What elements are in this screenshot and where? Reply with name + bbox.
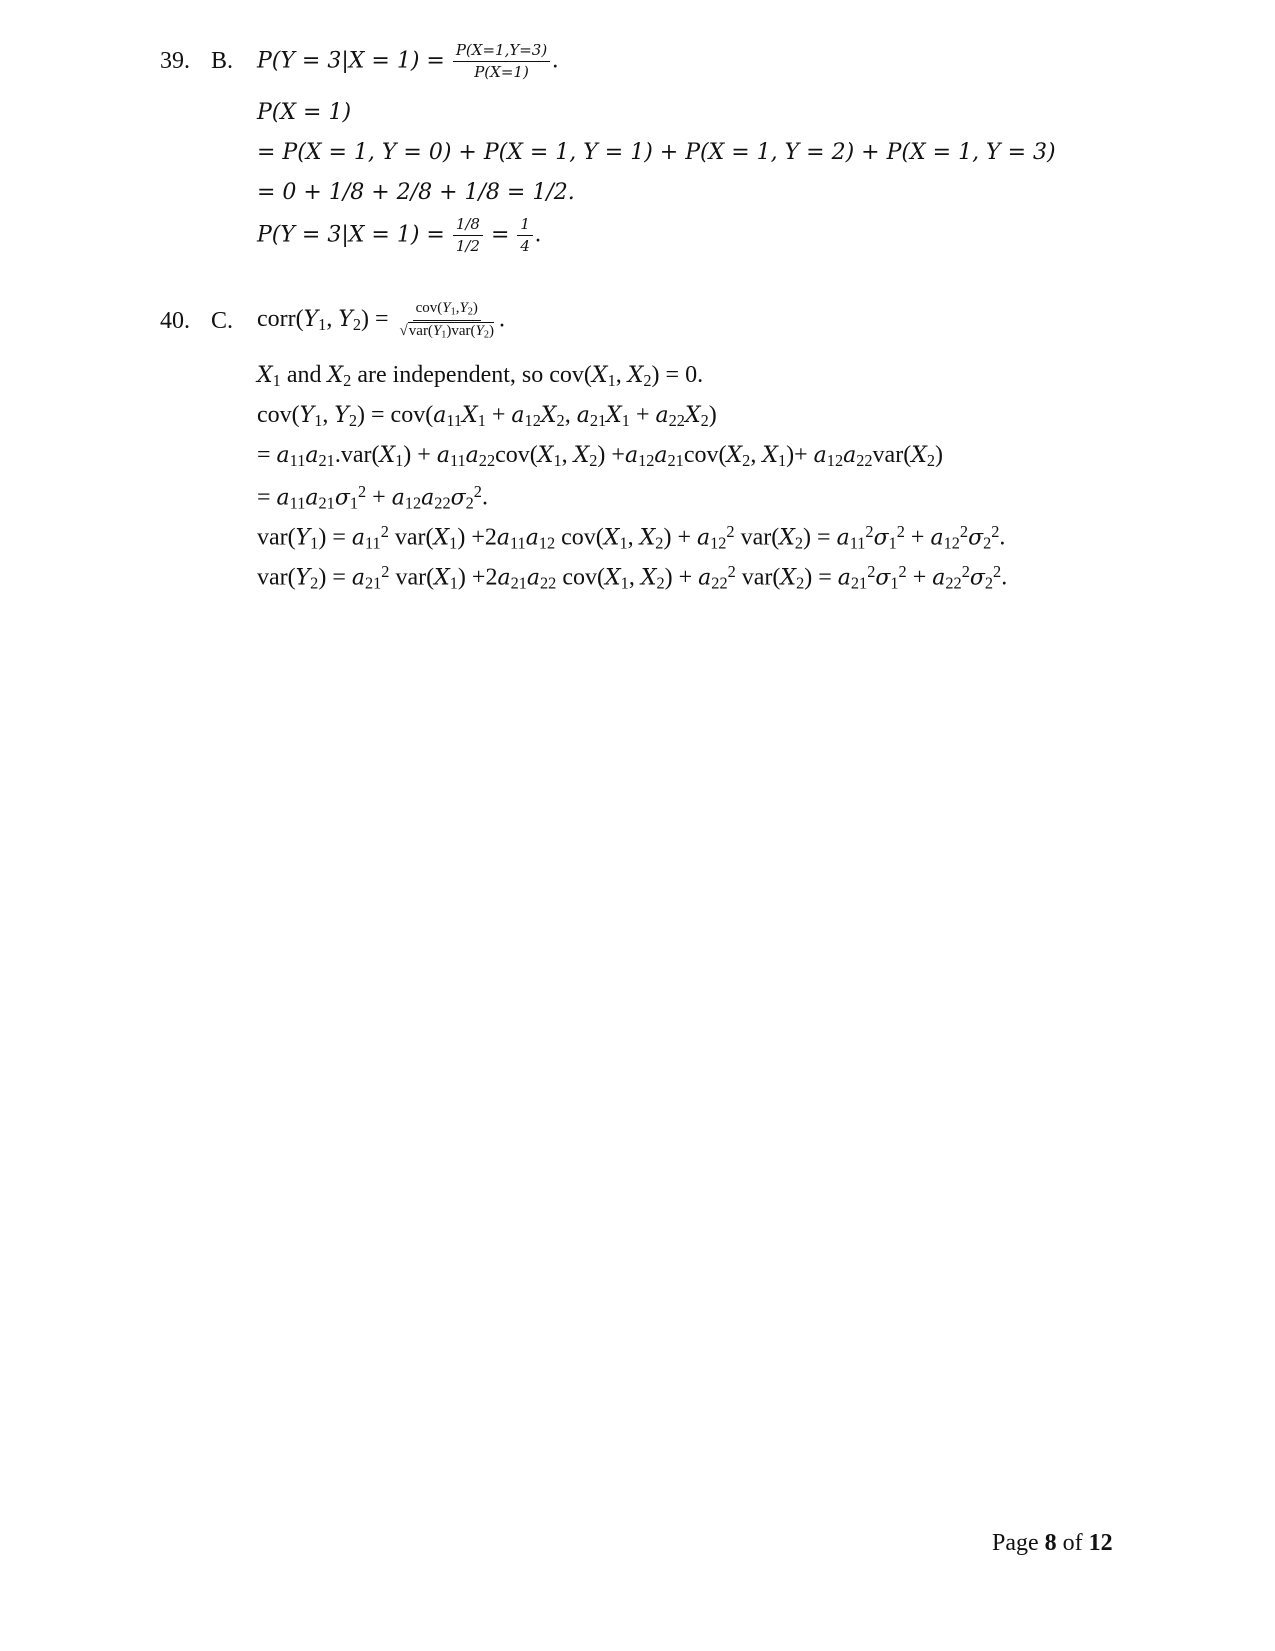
fraction-numerator: 1/8 bbox=[453, 216, 483, 236]
q39-fraction-one-quarter bbox=[517, 216, 533, 256]
q40-corr-text bbox=[0, 0, 1, 1]
fraction-numerator: P(X=1,Y=3) bbox=[453, 42, 550, 62]
q39-marginal-value: = 0 + 1/8 + 2/8 + 1/8 = 1/2. bbox=[257, 180, 575, 205]
period: . bbox=[552, 47, 559, 74]
period: . bbox=[534, 221, 541, 248]
q39-lhs: P(Y = 3|X = 1) = bbox=[257, 48, 445, 74]
q39-conditional-definition bbox=[257, 42, 558, 82]
q40-independence-statement: $X_1$ and $X_2$ are independent, so $cov(X_1$, $X_2) = 0$. bbox=[257, 362, 704, 391]
q39-final-result bbox=[257, 216, 541, 256]
of-word: of bbox=[1062, 1530, 1083, 1556]
q40-correlation-fraction bbox=[397, 300, 497, 342]
q40-plain-text-holder bbox=[0, 0, 1, 1]
page-word: Page bbox=[992, 1530, 1039, 1556]
period: . bbox=[498, 306, 505, 333]
q39-final-lhs: P(Y = 3|X = 1) = bbox=[257, 222, 445, 248]
equals-sign: = bbox=[490, 222, 510, 248]
q40-covariance-expansion: = $a_{11}a_{21}.var(X_1) + a_{11}a_{22}cov(X_1$, $X_2) +a_{12}a_{21}cov(X_2$, $X_1)+ a_{12}a_{22}var(X_2)$ bbox=[257, 442, 944, 471]
q39-marginal-label: P(X = 1) bbox=[257, 100, 352, 125]
q39-marginal-sum: = P(X = 1, Y = 0) + P(X = 1, Y = 1) + P(X = 1, Y = 2) + P(X = 1, Y = 3) bbox=[257, 140, 1056, 165]
q39-fraction-eighth-over-half bbox=[453, 216, 483, 256]
fraction-denominator: P(X=1) bbox=[474, 63, 529, 82]
question-40-answer: C. bbox=[211, 308, 234, 334]
fraction-numerator: $cov(Y_1,Y_2)$ bbox=[413, 300, 481, 321]
q40-variance-y1: $var(Y_1) = a_{11}^2$ $var(X_1) +2a_{11}a_{12}$ $cov(X_1$, $X_2) + a_{12}^2$ $var(X_2) = a_{11}^2\sigma_1^2 + a_{12}^2\sigma_2^2$. bbox=[257, 522, 1006, 553]
page-total: 12 bbox=[1088, 1530, 1113, 1556]
fraction-denominator: $√var(Y_1)var(Y_2)$ bbox=[399, 323, 494, 341]
fraction-numerator: 1 bbox=[517, 216, 533, 236]
q40-covariance-result: = $a_{11}a_{21}\sigma_1^2 + a_{12}a_{22}\sigma_2^2$. bbox=[257, 482, 488, 513]
q40-variance-y2: $var(Y_2) = a_{21}^2$ $var(X_1) +2a_{21}a_{22}$ $cov(X_1$, $X_2) + a_{22}^2$ $var(X_2) = a_{21}^2\sigma_1^2 + a_{22}^2\sigma_2^2$. bbox=[257, 562, 1008, 593]
question-39-number: 39. bbox=[160, 48, 190, 74]
q40-corr-lhs: $corr(Y_1$, $Y_2$) = bbox=[257, 306, 389, 335]
question-39-answer: B. bbox=[211, 48, 234, 74]
fraction-denominator: 1/2 bbox=[455, 237, 480, 256]
fraction-denominator: 4 bbox=[520, 237, 530, 256]
question-40-number: 40. bbox=[160, 308, 190, 334]
page-number: 8 bbox=[1044, 1530, 1057, 1556]
q40-covariance-line: $cov(Y_1$, $Y_2) = cov(a_{11}X_1 + a_{12}X_2$, $a_{21}X_1 + a_{22}X_2$) bbox=[257, 402, 717, 431]
q40-correlation-definition bbox=[257, 300, 505, 342]
q39-fraction-joint-over-marginal bbox=[453, 42, 550, 82]
page-footer bbox=[992, 1530, 1113, 1557]
